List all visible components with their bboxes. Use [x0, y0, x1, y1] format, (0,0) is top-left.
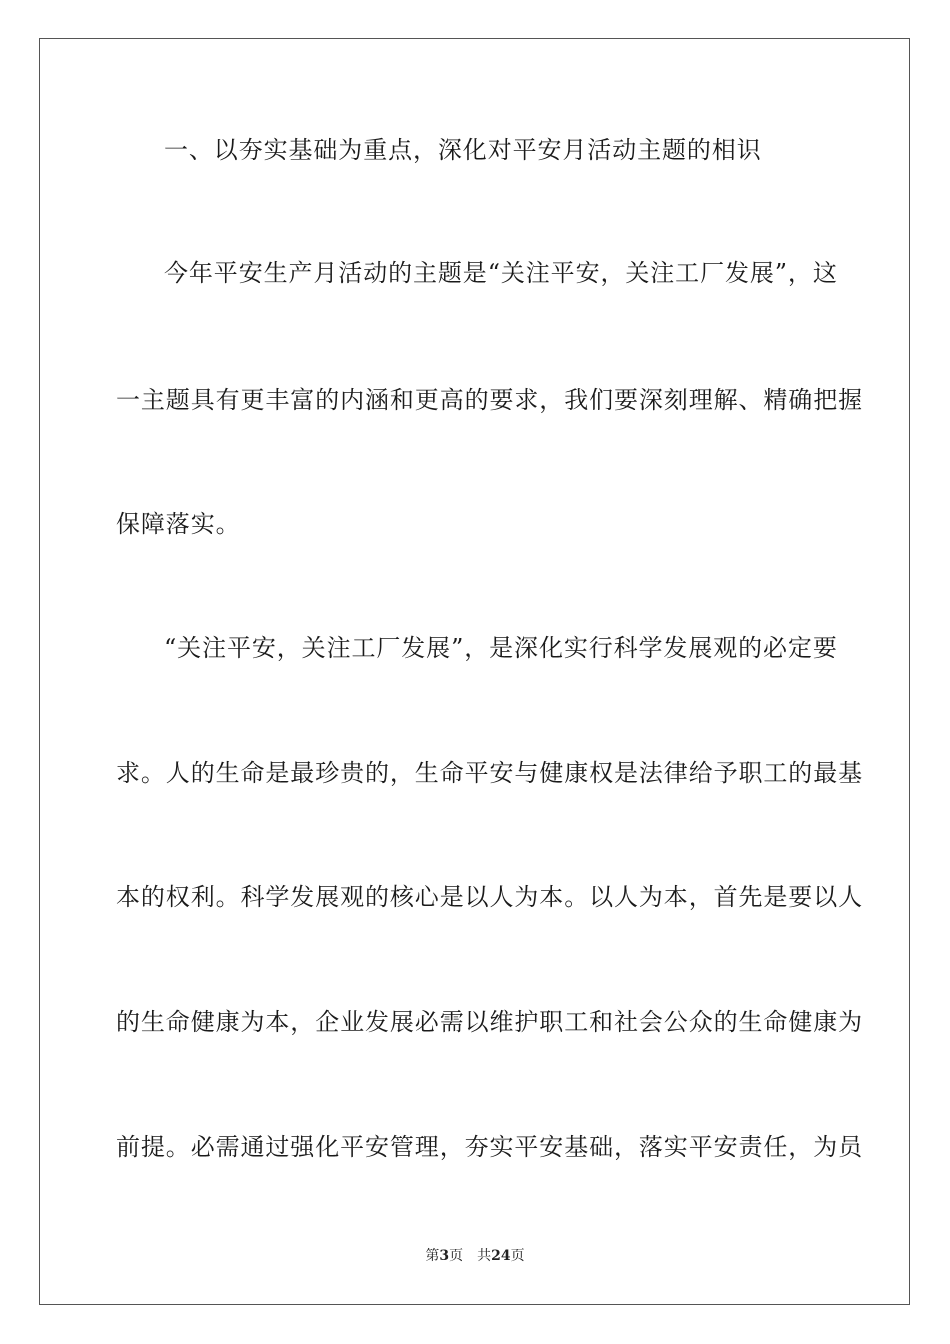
paragraph-line-4: “关注平安，关注工厂发展”，是深化实行科学发展观的必定要	[164, 634, 838, 662]
paragraph-line-3: 保障落实。	[116, 510, 241, 538]
page-prefix: 第	[425, 1248, 440, 1264]
paragraph-line-5: 求。人的生命是最珍贵的，生命平安与健康权是法律给予职工的最基	[116, 759, 863, 787]
page-suffix: 页	[449, 1248, 464, 1264]
paragraph-line-7: 的生命健康为本，企业发展必需以维护职工和社会公众的生命健康为	[116, 1008, 863, 1036]
page-border	[39, 38, 910, 1305]
page-number: 3	[439, 1248, 450, 1264]
page-footer	[0, 1247, 950, 1265]
paragraph-line-1: 今年平安生产月活动的主题是“关注平安，关注工厂发展”，这	[164, 259, 838, 287]
section-heading: 一、以夯实基础为重点，深化对平安月活动主题的相识	[164, 136, 762, 164]
total-prefix: 共	[477, 1248, 492, 1264]
paragraph-line-6: 本的权利。科学发展观的核心是以人为本。以人为本，首先是要以人	[116, 883, 863, 911]
total-pages: 24	[491, 1248, 511, 1264]
paragraph-line-2: 一主题具有更丰富的内涵和更高的要求，我们要深刻理解、精确把握	[116, 386, 863, 414]
paragraph-line-8: 前提。必需通过强化平安管理，夯实平安基础，落实平安责任，为员	[116, 1133, 863, 1161]
total-suffix: 页	[510, 1248, 525, 1264]
